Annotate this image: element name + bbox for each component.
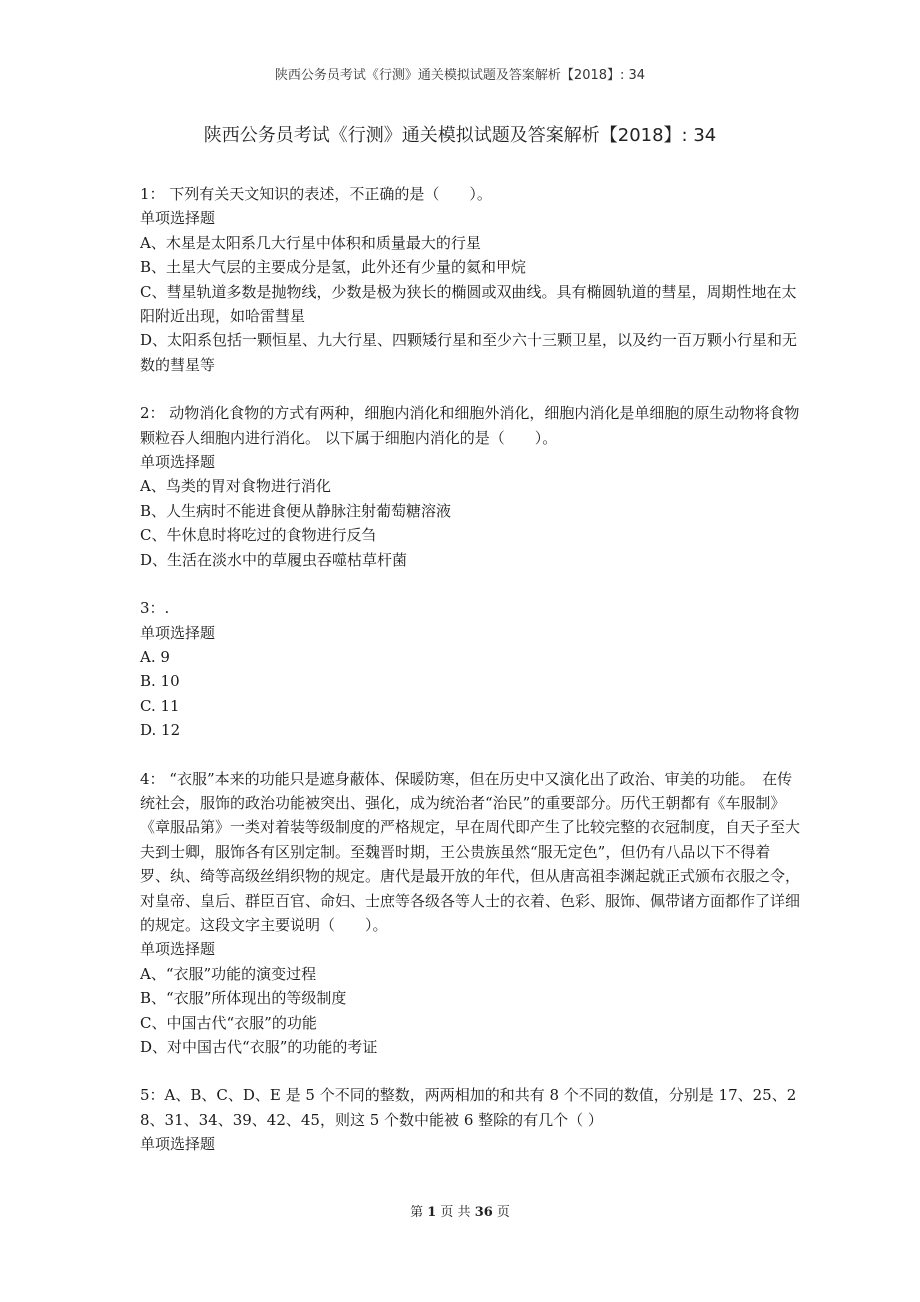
option-a: A、木星是太阳系几大行星中体积和质量最大的行星	[140, 233, 481, 252]
option-b: B. 10	[140, 672, 180, 691]
option-b: B、土星大气层的主要成分是氢，此外还有少量的氦和甲烷	[140, 258, 527, 277]
question-list	[140, 182, 800, 1181]
question-stem: 4： “衣服”本来的功能只是遮身蔽体、保暖防寒，但在历史中又演化出了政治、审美的功能。 在传统社会，服饰的政治功能被突出、强化，成为统治者“治民”的重要部分。历代王朝都有《车服制》《章服品第》一类对着装等级制度的严格规定，早在周代即产生了比较完整的衣冠制度，自天子至大夫到士卿，服饰各有区别定制。至魏晋时期，王公贵族虽然“服无定色”，但仍有八品以下不得着罗、纨、绮等高级丝绢织物的规定。唐代是最开放的年代，但从唐高祖李渊起就正式颁布衣服之令，对皇帝、皇后、群臣百官、命妇、士庶等各级各等人士的衣着、色彩、服饰、佩带诸方面都作了详细的规定。这段文字主要说明（ ）。	[140, 769, 801, 934]
question-1	[140, 182, 800, 377]
question-type: 单项选择题	[140, 453, 216, 472]
question-2	[140, 401, 800, 572]
option-d: D、生活在淡水中的草履虫吞噬枯草杆菌	[140, 550, 408, 569]
question-5	[140, 1083, 800, 1156]
option-c: C、牛休息时将吃过的食物进行反刍	[140, 526, 377, 545]
question-type: 单项选择题	[140, 209, 216, 228]
option-b: B、人生病时不能进食便从静脉注射葡萄糖溶液	[140, 501, 452, 520]
question-stem: 1： 下列有关天文知识的表述，不正确的是（ ）。	[140, 185, 492, 203]
question-3	[140, 596, 800, 742]
option-a: A、鸟类的胃对食物进行消化	[140, 477, 331, 496]
document-title: 陕西公务员考试《行测》通关模拟试题及答案解析【2018】: 34	[203, 125, 717, 146]
option-d: D. 12	[140, 721, 181, 740]
question-4	[140, 767, 800, 1060]
option-a: A、“衣服”功能的演变过程	[140, 964, 317, 983]
page-label: 第	[410, 1205, 424, 1220]
option-c: C. 11	[140, 696, 180, 715]
page-suffix-label: 页	[496, 1205, 510, 1220]
question-type: 单项选择题	[140, 940, 216, 959]
question-stem: 2： 动物消化食物的方式有两种，细胞内消化和细胞外消化，细胞内消化是单细胞的原生动物将食物颗粒吞人细胞内进行消化。 以下属于细胞内消化的是（ ）。	[140, 404, 800, 447]
page-mid-label: 页 共	[440, 1205, 471, 1220]
question-type: 单项选择题	[140, 623, 216, 642]
option-b: B、“衣服”所体现出的等级制度	[140, 989, 347, 1008]
option-c: C、中国古代“衣服”的功能	[140, 1013, 317, 1032]
running-header: 陕西公务员考试《行测》通关模拟试题及答案解析【2018】: 34	[274, 68, 646, 83]
question-stem: 5：A、B、C、D、E 是 5 个不同的整数，两两相加的和共有 8 个不同的数值，分别是 17、25、28、31、34、39、42、45，则这 5 个数中能被 6 整除的有几个（ ）	[140, 1086, 797, 1129]
page-footer	[0, 1201, 920, 1220]
page-current-number: 1	[427, 1205, 437, 1220]
option-c: C、彗星轨道多数是抛物线，少数是极为狭长的椭圆或双曲线。具有椭圆轨道的彗星，周期性地在太阳附近出现，如哈雷彗星	[140, 282, 797, 326]
page-total-number: 36	[474, 1205, 493, 1220]
question-stem: 3：.	[140, 599, 170, 618]
question-type: 单项选择题	[140, 1135, 216, 1154]
option-d: D、太阳系包括一颗恒星、九大行星、四颗矮行星和至少六十三颗卫星，以及约一百万颗小行星和无数的彗星等	[140, 331, 798, 374]
option-a: A. 9	[140, 647, 170, 666]
option-d: D、对中国古代“衣服”的功能的考证	[140, 1038, 378, 1056]
